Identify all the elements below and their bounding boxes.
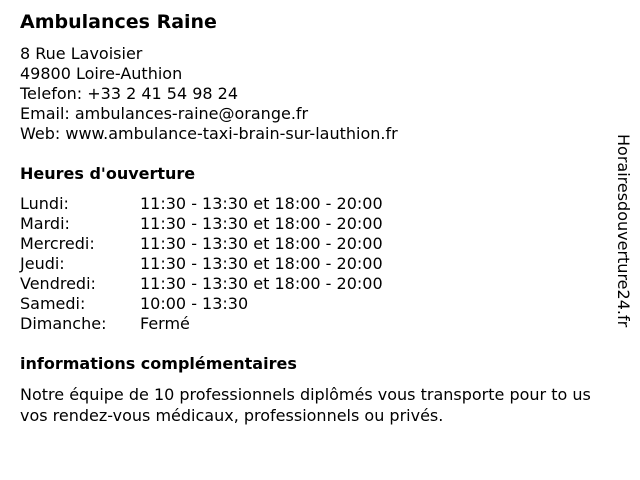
time-value: 11:30 - 13:30 et 18:00 - 20:00 <box>140 234 383 253</box>
time-value: 11:30 - 13:30 et 18:00 - 20:00 <box>140 254 383 273</box>
web-line: Web: www.ambulance-taxi-brain-sur-lauthion.fr <box>20 124 398 143</box>
time-value: 11:30 - 13:30 et 18:00 - 20:00 <box>140 274 383 293</box>
watermark-text: Horairesdouverture24.fr <box>614 134 633 328</box>
address-city: 49800 Loire-Authion <box>20 64 183 83</box>
email-line: Email: ambulances-raine@orange.fr <box>20 104 309 123</box>
info-description: Notre équipe de 10 professionnels diplômés vous transporte pour to us vos rendez-vous médicaux, professionnels ou privés. <box>20 385 591 425</box>
time-value: 11:30 - 13:30 et 18:00 - 20:00 <box>140 194 383 213</box>
day-label: Dimanche: <box>20 314 107 333</box>
time-value: 10:00 - 13:30 <box>140 294 249 313</box>
day-label: Lundi: <box>20 194 69 213</box>
hours-heading: Heures d'ouverture <box>20 164 196 183</box>
day-label: Jeudi: <box>20 254 65 273</box>
day-label: Mardi: <box>20 214 70 233</box>
contact-block <box>20 44 398 144</box>
day-label: Samedi: <box>20 294 86 313</box>
time-value: Fermé <box>140 314 190 333</box>
day-label: Mercredi: <box>20 234 95 253</box>
phone-line: Telefon: +33 2 41 54 98 24 <box>20 84 239 103</box>
business-name: Ambulances Raine <box>20 11 217 33</box>
time-value: 11:30 - 13:30 et 18:00 - 20:00 <box>140 214 383 233</box>
day-label: Vendredi: <box>20 274 96 293</box>
address-street: 8 Rue Lavoisier <box>20 44 143 63</box>
info-heading: informations complémentaires <box>20 354 297 373</box>
site-watermark <box>612 134 634 370</box>
